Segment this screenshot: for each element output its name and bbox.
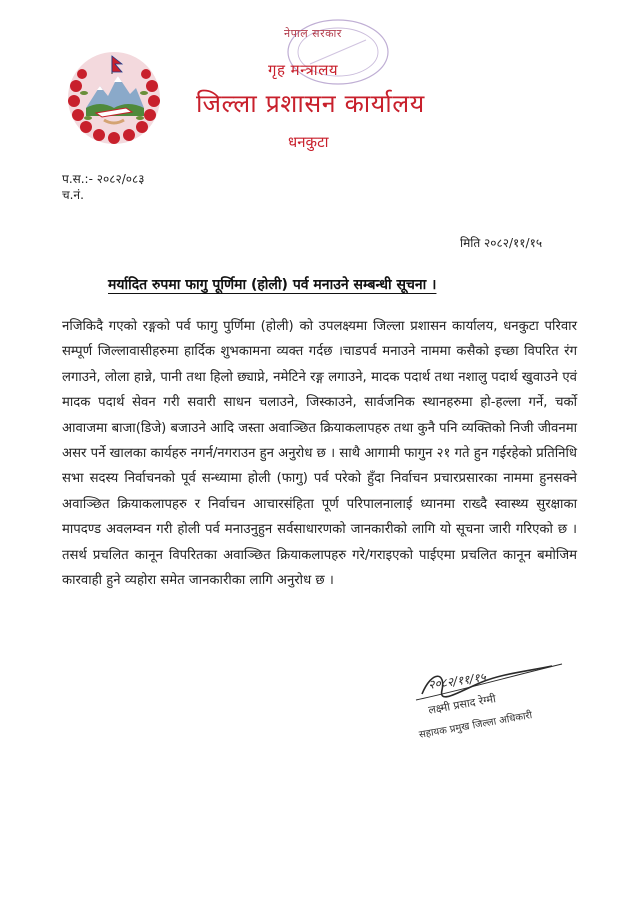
ministry-name: गृह मन्त्रालय xyxy=(268,61,339,79)
office-stamp-icon xyxy=(270,12,400,94)
stamp-text: नेपाल सरकार xyxy=(284,27,342,40)
signatory-title: सहायक प्रमुख जिल्ला अधिकारी xyxy=(418,710,534,741)
signatory-name: लक्ष्मी प्रसाद रेग्मी xyxy=(427,692,497,717)
office-district: धनकुटा xyxy=(288,133,329,151)
nepal-coat-of-arms-icon xyxy=(64,46,164,146)
dispatch-number: च.नं. xyxy=(62,188,84,202)
notice-body: नजिकिदै गएको रङ्गको पर्व फागु पुर्णिमा (होली) को उपलक्ष्यमा जिल्ला प्रशासन कार्यालय, धनकुटा परिवार सम्पूर्ण जिल्लावासीहरुमा हार्दिक शुभकामना व्यक्त गर्दछ ।चाडपर्व मनाउने नाममा कसैको इच्छा विपरित रंग लगाउने, लोला हान्ने, पानी तथा हिलो छ्याप्ने, नमेटिने रङ्ग लगाउने, मादक पदार्थ तथा नशालु पदार्थ खुवाउने एवं मादक पदार्थ सेवन गरी सवारी साधन चलाउने, जिस्काउने, सार्वजनिक स्थानहरुमा हो-हल्ला गर्ने, चर्को आवाजमा बाजा(डिजे) बजाउने आदि जस्ता अवाञ्छित क्रियाकलापहरु तथा कुनै पनि व्यक्तिको निजी जीवनमा असर पर्ने खालका कार्यहरु नगर्न/नगराउन हुन अनुरोध छ । साथै आगामी फागुन २१ गते हुन गईरहेको प्रतिनिधि सभा सदस्य निर्वाचनको पूर्व सन्ध्यामा होली (फागु) पर्व परेको हुँदा निर्वाचन प्रचारप्रसारका नाममा हुनसक्ने अवाञ्छित क्रियाकलापहरु र निर्वाचन आचारसंहिता पूर्ण परिपालनालाई ध्यानमा राख्दै स्वास्थ्य सुरक्षाका मापदण्ड अवलम्वन गरी होली पर्व मनाउनुहुन सर्वसाधारणको जानकारीको लागि यो सूचना जारी गरिएको छ । तसर्थ प्रचलित कानून विपरितका अवाञ्छित क्रियाकलापहरु गरे/गराइएको पाईएमा प्रचलित कानून बमोजिम कारवाही हुने व्यहोरा समेत जानकारीका लागि अनुरोध छ । xyxy=(62,319,577,589)
signature-date: २०८२/११/१५ xyxy=(427,670,487,692)
notice-date: मिति २०८२/११/१५ xyxy=(460,236,543,250)
reference-number: प.स.:- २०८२/०८३ xyxy=(62,172,145,186)
office-title: जिल्ला प्रशासन कार्यालय xyxy=(196,89,425,118)
notice-subject: मर्यादित रुपमा फागु पूर्णिमा (होली) पर्व मनाउने सम्बन्धी सूचना । xyxy=(108,277,437,293)
